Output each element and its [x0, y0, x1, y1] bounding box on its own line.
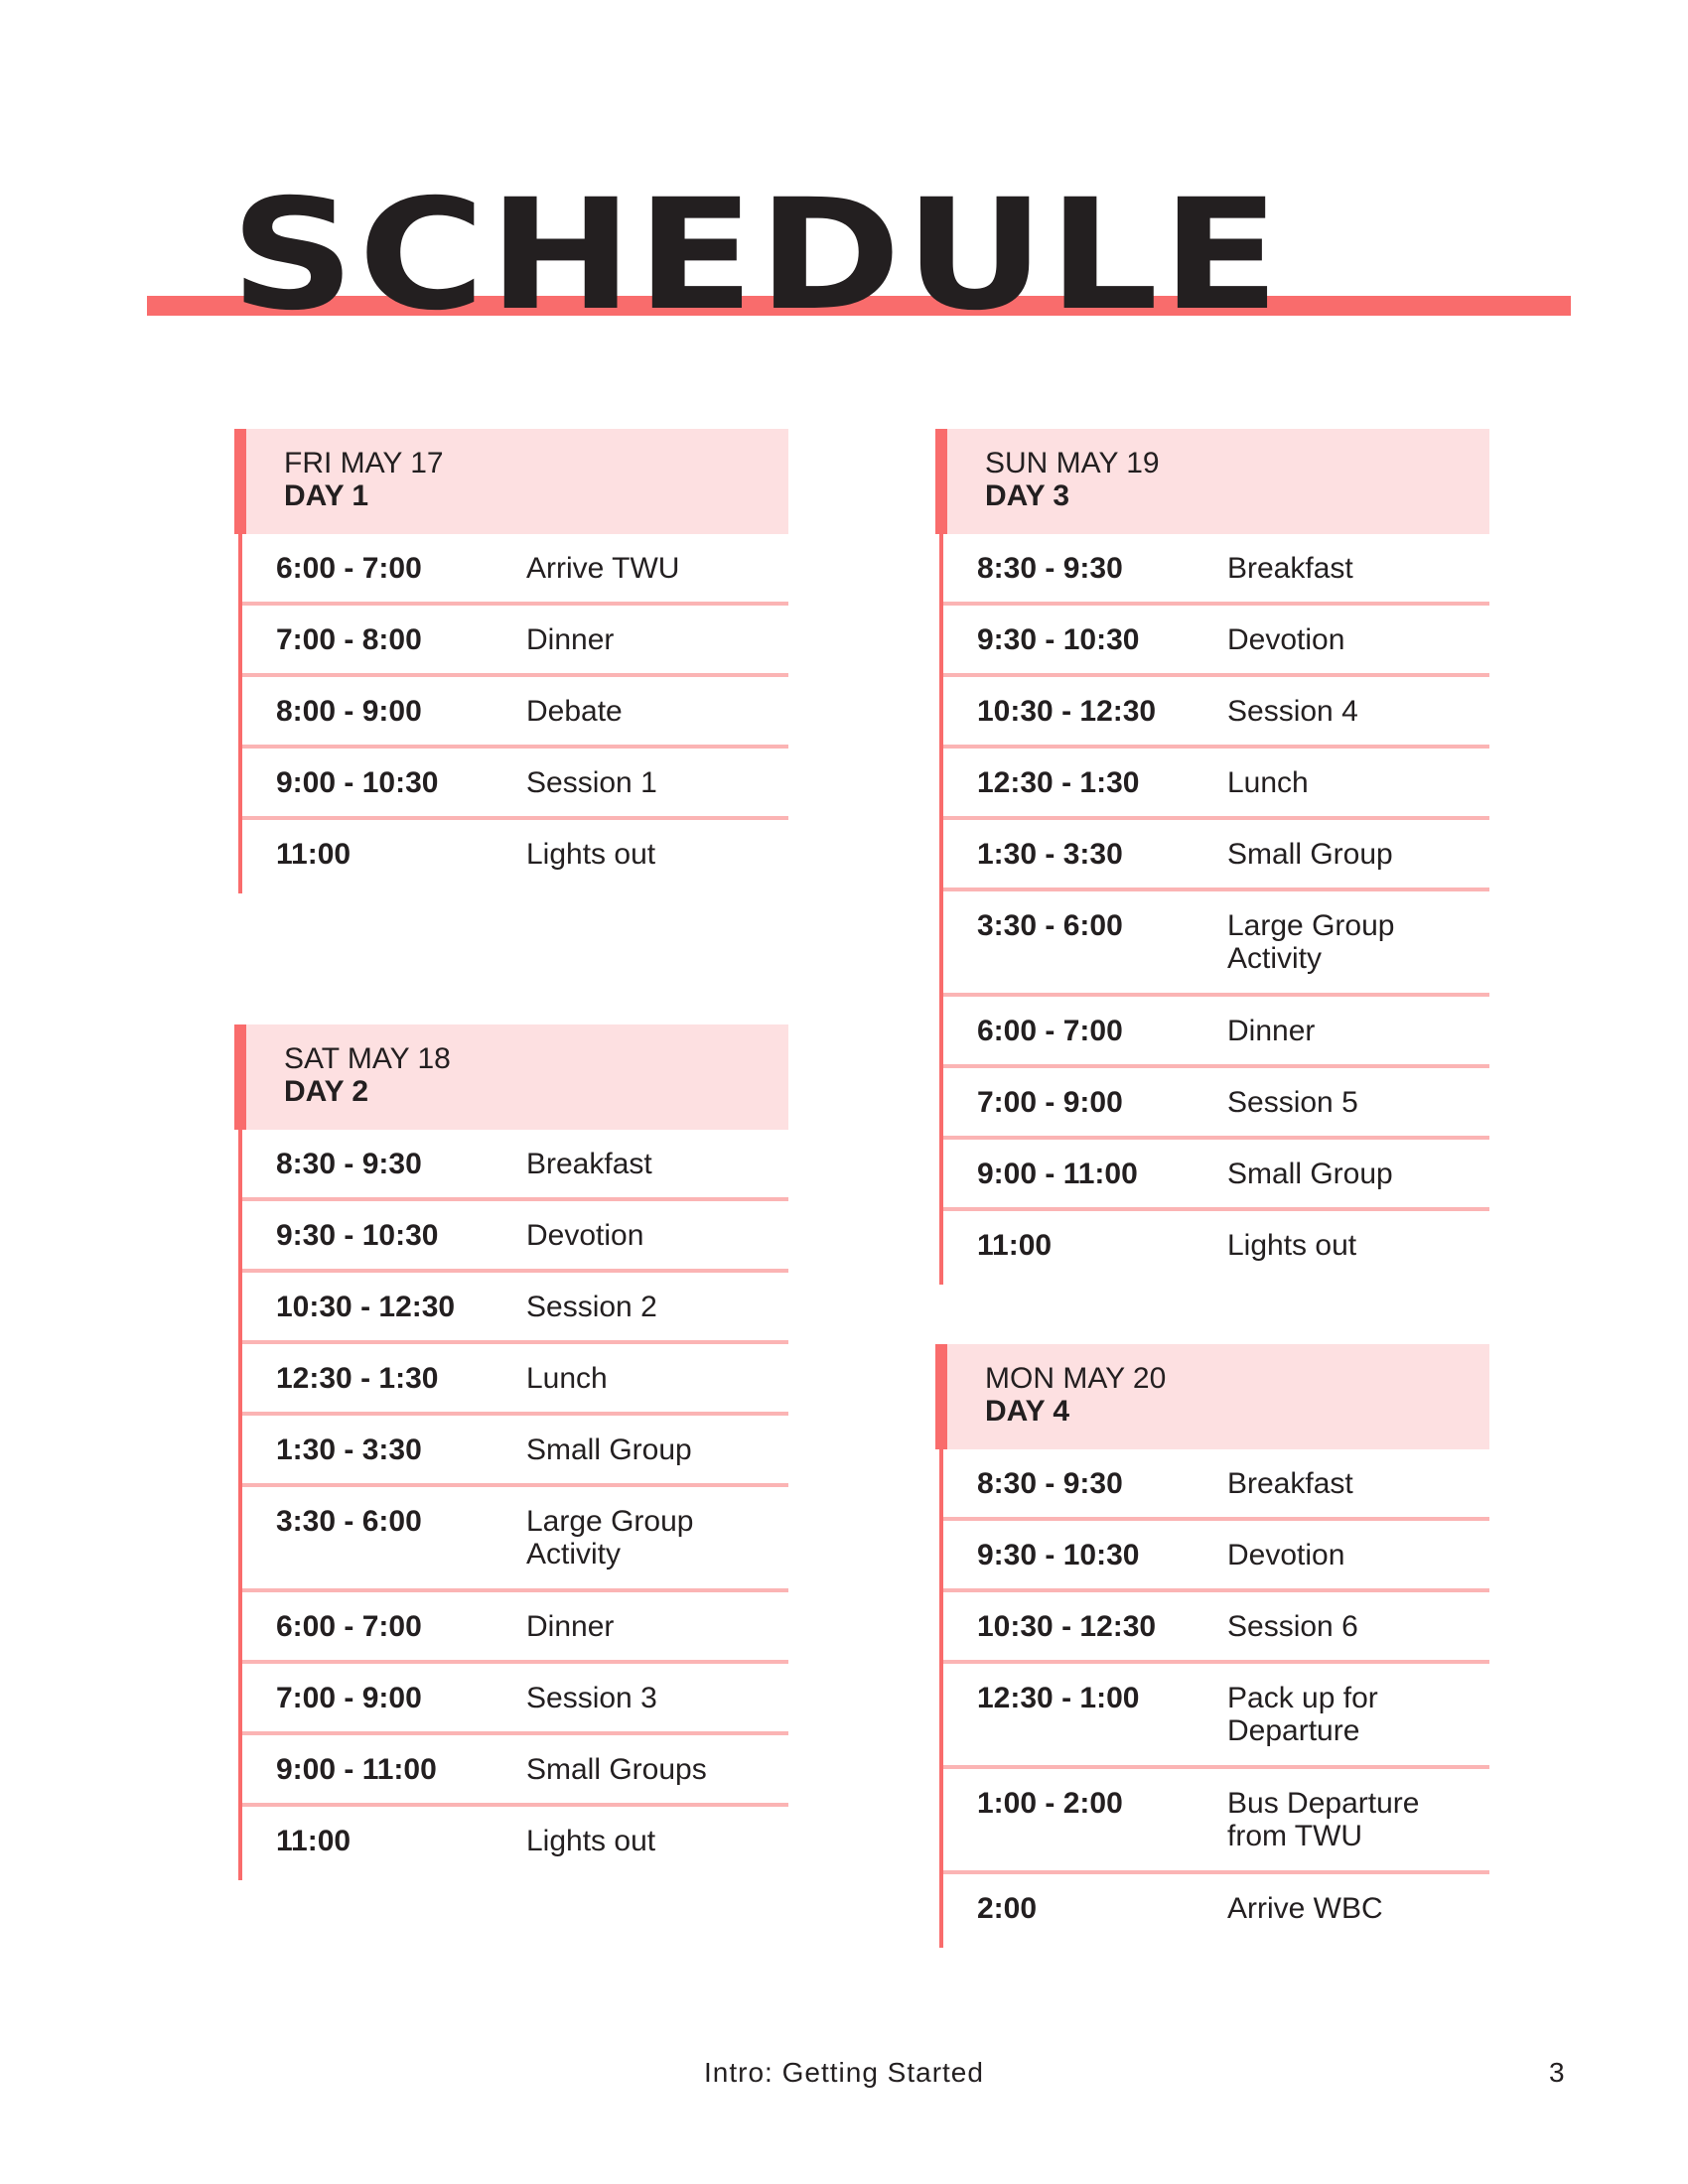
time: 9:00 - 10:30 [276, 766, 439, 799]
event: Lunch [1227, 766, 1309, 799]
event: Session 6 [1227, 1610, 1358, 1643]
time: 2:00 [977, 1892, 1038, 1925]
day-block-1 [238, 429, 788, 893]
event: Lunch [526, 1362, 608, 1395]
schedule-row [242, 677, 788, 749]
schedule-row [242, 1807, 788, 1880]
time: 12:30 - 1:00 [977, 1682, 1140, 1714]
event: Session 4 [1227, 695, 1358, 728]
event: Bus Departure from TWU [1227, 1787, 1420, 1852]
schedule-row [943, 997, 1489, 1068]
time: 11:00 [977, 1229, 1053, 1262]
event: Large Group Activity [1227, 909, 1395, 975]
time: 8:30 - 9:30 [977, 552, 1123, 585]
day-date: SUN MAY 19 [985, 447, 1160, 479]
time: 7:00 - 9:00 [977, 1086, 1123, 1119]
footer-section-title: Intro: Getting Started [704, 2057, 984, 2088]
schedule-row [242, 1664, 788, 1735]
page-title: SCHEDULE [230, 167, 1284, 344]
event: Large Group Activity [526, 1505, 694, 1570]
event: Lights out [526, 838, 656, 871]
time: 8:00 - 9:00 [276, 695, 422, 728]
schedule-row [943, 1068, 1489, 1140]
event: Devotion [526, 1219, 644, 1252]
event: Breakfast [1227, 1467, 1353, 1500]
event: Lights out [526, 1825, 656, 1857]
event: Devotion [1227, 1539, 1345, 1571]
time: 11:00 [276, 1825, 352, 1857]
event: Dinner [526, 1610, 615, 1643]
time: 10:30 - 12:30 [276, 1291, 456, 1323]
event: Small Groups [526, 1753, 707, 1786]
schedule-row [943, 1874, 1489, 1948]
page-number: 3 [1549, 2057, 1565, 2088]
schedule-row [943, 820, 1489, 891]
time: 6:00 - 7:00 [977, 1015, 1123, 1047]
time: 12:30 - 1:30 [276, 1362, 439, 1395]
event: Arrive WBC [1227, 1892, 1383, 1925]
time: 9:00 - 11:00 [977, 1158, 1138, 1190]
day-block-3 [939, 429, 1489, 1285]
event: Breakfast [526, 1148, 652, 1180]
schedule-row [242, 749, 788, 820]
schedule-row [242, 1416, 788, 1487]
day-date: SAT MAY 18 [284, 1042, 451, 1075]
schedule-row [242, 534, 788, 606]
event: Small Group [1227, 838, 1393, 871]
day-number: DAY 1 [284, 479, 369, 512]
time: 1:00 - 2:00 [977, 1787, 1123, 1820]
schedule-row [242, 1487, 788, 1592]
time: 9:30 - 10:30 [977, 1539, 1140, 1571]
day-number: DAY 2 [284, 1075, 369, 1108]
time: 8:30 - 9:30 [977, 1467, 1123, 1500]
event: Session 3 [526, 1682, 657, 1714]
schedule-row [943, 1449, 1489, 1521]
event: Session 2 [526, 1291, 657, 1323]
time: 8:30 - 9:30 [276, 1148, 422, 1180]
day-header [234, 1024, 788, 1130]
time: 3:30 - 6:00 [276, 1505, 422, 1538]
schedule-row [242, 1130, 788, 1201]
day-date: MON MAY 20 [985, 1362, 1167, 1395]
day-header [935, 1344, 1489, 1449]
event: Breakfast [1227, 552, 1353, 585]
event: Session 5 [1227, 1086, 1358, 1119]
time: 9:30 - 10:30 [977, 623, 1140, 656]
schedule-row [943, 1592, 1489, 1664]
event: Small Group [526, 1433, 692, 1466]
event: Debate [526, 695, 623, 728]
schedule-row [242, 1735, 788, 1807]
schedule-row [242, 1592, 788, 1664]
schedule-row [943, 749, 1489, 820]
event: Pack up for Departure [1227, 1682, 1378, 1747]
time: 12:30 - 1:30 [977, 766, 1140, 799]
day-block-2 [238, 1024, 788, 1880]
day-block-4 [939, 1344, 1489, 1948]
schedule-row [943, 1769, 1489, 1874]
time: 9:30 - 10:30 [276, 1219, 439, 1252]
day-header [234, 429, 788, 534]
schedule-row [242, 1201, 788, 1273]
schedule-row [242, 606, 788, 677]
schedule-row [242, 1344, 788, 1416]
day-header [935, 429, 1489, 534]
schedule-row [242, 820, 788, 893]
event: Arrive TWU [526, 552, 680, 585]
schedule-row [943, 534, 1489, 606]
time: 7:00 - 8:00 [276, 623, 422, 656]
event: Devotion [1227, 623, 1345, 656]
schedule-row [943, 891, 1489, 997]
time: 6:00 - 7:00 [276, 552, 422, 585]
time: 10:30 - 12:30 [977, 695, 1157, 728]
event: Dinner [1227, 1015, 1316, 1047]
schedule-row [943, 1140, 1489, 1211]
time: 7:00 - 9:00 [276, 1682, 422, 1714]
schedule-row [943, 1211, 1489, 1285]
event: Small Group [1227, 1158, 1393, 1190]
schedule-row [943, 1521, 1489, 1592]
event: Lights out [1227, 1229, 1357, 1262]
day-number: DAY 3 [985, 479, 1070, 512]
time: 1:30 - 3:30 [276, 1433, 422, 1466]
schedule-row [943, 677, 1489, 749]
time: 1:30 - 3:30 [977, 838, 1123, 871]
time: 10:30 - 12:30 [977, 1610, 1157, 1643]
event: Dinner [526, 623, 615, 656]
time: 11:00 [276, 838, 352, 871]
time: 6:00 - 7:00 [276, 1610, 422, 1643]
day-number: DAY 4 [985, 1395, 1070, 1428]
schedule-row [242, 1273, 788, 1344]
day-date: FRI MAY 17 [284, 447, 444, 479]
event: Session 1 [526, 766, 657, 799]
schedule-row [943, 606, 1489, 677]
time: 9:00 - 11:00 [276, 1753, 437, 1786]
schedule-row [943, 1664, 1489, 1769]
time: 3:30 - 6:00 [977, 909, 1123, 942]
